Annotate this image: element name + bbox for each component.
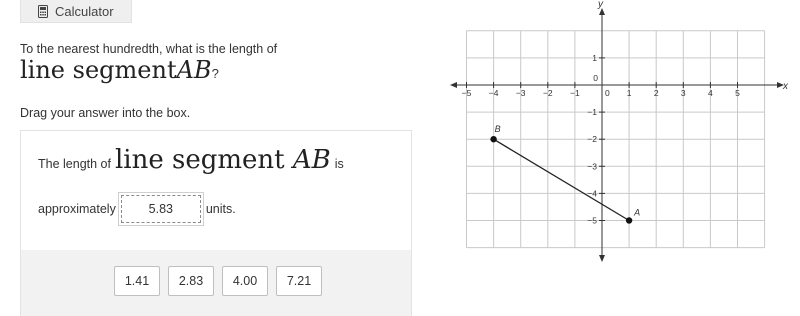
calculator-icon: [38, 5, 48, 18]
y-tick-label: −3: [587, 161, 597, 172]
answer-statement: [38, 145, 344, 175]
choice-tile[interactable]: 7.21: [276, 266, 322, 296]
choice-tile[interactable]: 4.00: [222, 266, 268, 296]
answer-drop-box[interactable]: [121, 195, 201, 223]
y-tick-label: −2: [587, 134, 597, 145]
statement-math-variable: AB: [292, 145, 331, 175]
dropped-answer[interactable]: 5.83: [148, 202, 173, 216]
y-axis-label: y: [598, 0, 603, 10]
x-tick-label: 5: [735, 88, 740, 98]
x-tick-label: 2: [653, 88, 659, 98]
segment-line: [494, 139, 629, 220]
point-b: [490, 136, 496, 142]
math-variable: AB: [176, 56, 212, 84]
origin-label-x: 0: [605, 88, 610, 98]
y-axis-arrow-down: [599, 255, 605, 262]
statement-math-text: line segment: [114, 145, 293, 175]
x-axis-label: x: [783, 81, 788, 92]
instruction-text: Drag your answer into the box.: [20, 106, 191, 120]
x-tick-label: −2: [542, 88, 553, 98]
calculator-label: Calculator: [55, 3, 114, 19]
question-text: To the nearest hundredth, what is the length of: [20, 42, 278, 56]
question-math: [20, 56, 219, 84]
point-a: [626, 217, 632, 223]
y-tick-label: −4: [587, 188, 597, 199]
answer-panel: [20, 130, 412, 316]
y-tick-label: −1: [587, 107, 597, 118]
math-text: line segment: [20, 56, 177, 84]
x-tick-label: −3: [515, 88, 526, 98]
statement-suffix: is: [334, 157, 344, 171]
x-tick-label: 3: [680, 88, 686, 98]
point-b-label: B: [494, 124, 501, 135]
x-tick-label: −5: [461, 88, 472, 98]
grid: [467, 31, 765, 248]
statement-prefix: The length of: [38, 157, 111, 171]
x-axis-arrow-left: [450, 82, 457, 88]
axes: [450, 0, 789, 262]
x-tick-label: 4: [708, 88, 713, 98]
y-tick-label: −5: [587, 215, 597, 226]
choice-tiles: [114, 266, 322, 296]
answer-choice-tray: [21, 250, 411, 316]
calculator-button[interactable]: [20, 0, 132, 23]
x-tick-label: 1: [626, 88, 632, 98]
choice-tile[interactable]: 2.83: [168, 266, 214, 296]
question-mark: ?: [211, 66, 219, 81]
x-tick-label: −4: [488, 88, 499, 98]
origin-label-y: 0: [593, 73, 598, 83]
x-tick-label: −1: [570, 88, 580, 98]
y-tick-label: 1: [592, 52, 597, 63]
units-label: units.: [205, 202, 236, 216]
point-a-label: A: [634, 207, 641, 218]
approximately-label: approximately: [38, 202, 116, 216]
tray-notch: [120, 235, 150, 250]
coordinate-graph: [447, 0, 797, 316]
choice-tile[interactable]: 1.41: [114, 266, 160, 296]
answer-line: [38, 195, 236, 223]
